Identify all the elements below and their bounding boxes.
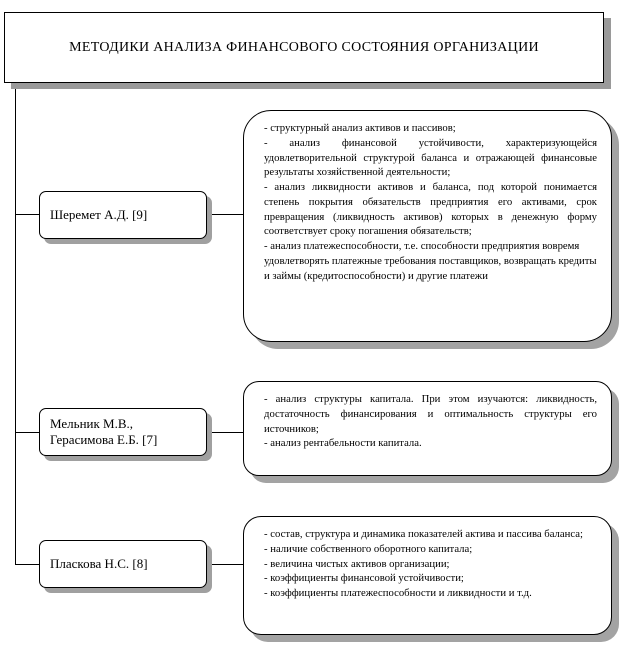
author-box-sheremet — [39, 191, 207, 239]
methods-box-melnik — [243, 381, 612, 476]
branch-connector-3 — [15, 564, 39, 565]
method-item: - состав, структура и динамика показателей актива и пассива баланса; — [264, 528, 583, 540]
method-item: - величина чистых активов организации; — [264, 557, 450, 570]
methods-box-plaskova — [243, 516, 612, 635]
link-connector-1 — [207, 214, 243, 215]
author-name: Пласкова Н.С. [8] — [50, 556, 148, 571]
trunk-connector — [15, 83, 16, 565]
author-name: Мельник М.В., Герасимова Е.Б. [7] — [50, 415, 158, 447]
author-box-plaskova — [39, 540, 207, 588]
link-connector-3 — [207, 564, 243, 565]
method-item: - анализ структуры капитала. При этом изучаются: ликвидность, достаточность финансирования и оптимальность структуры его источников; — [264, 393, 597, 435]
diagram-title — [4, 12, 604, 83]
method-item: - структурный анализ активов и пассивов; — [264, 122, 456, 134]
branch-connector-1 — [15, 214, 39, 215]
method-item: - анализ платежеспособности, т.е. способности предприятия вовремя удовлетворять платежные требования поставщиков, возвращать кредиты и займы (кредитоспособности) и другие платежи — [264, 240, 597, 282]
method-item: - анализ финансовой устойчивости, характеризующейся удовлетворительной структурой баланса и отражающей финансовые результаты хозяйственной деятельности; — [264, 136, 597, 179]
methods-box-sheremet — [243, 110, 612, 342]
method-item: - анализ рентабельности капитала. — [264, 437, 422, 450]
author-name: Шеремет А.Д. [9] — [50, 207, 148, 222]
method-item: - коэффициенты платежеспособности и ликвидности и т.д. — [264, 587, 532, 600]
link-connector-2 — [207, 432, 243, 433]
method-item: - анализ ликвидности активов и баланса, под которой понимается степень покрытия обязательств предприятия его активами, срок превращения (ликвидность активов) которых в денежную форму соответствует сроку погашения обязательств; — [264, 181, 597, 238]
method-item: - наличие собственного оборотного капитала; — [264, 542, 473, 555]
author-box-melnik — [39, 408, 207, 456]
method-item: - коэффициенты финансовой устойчивости; — [264, 572, 464, 585]
branch-connector-2 — [15, 432, 39, 433]
diagram-title-text: МЕТОДИКИ АНАЛИЗА ФИНАНСОВОГО СОСТОЯНИЯ ОРГАНИЗАЦИИ — [69, 39, 539, 55]
